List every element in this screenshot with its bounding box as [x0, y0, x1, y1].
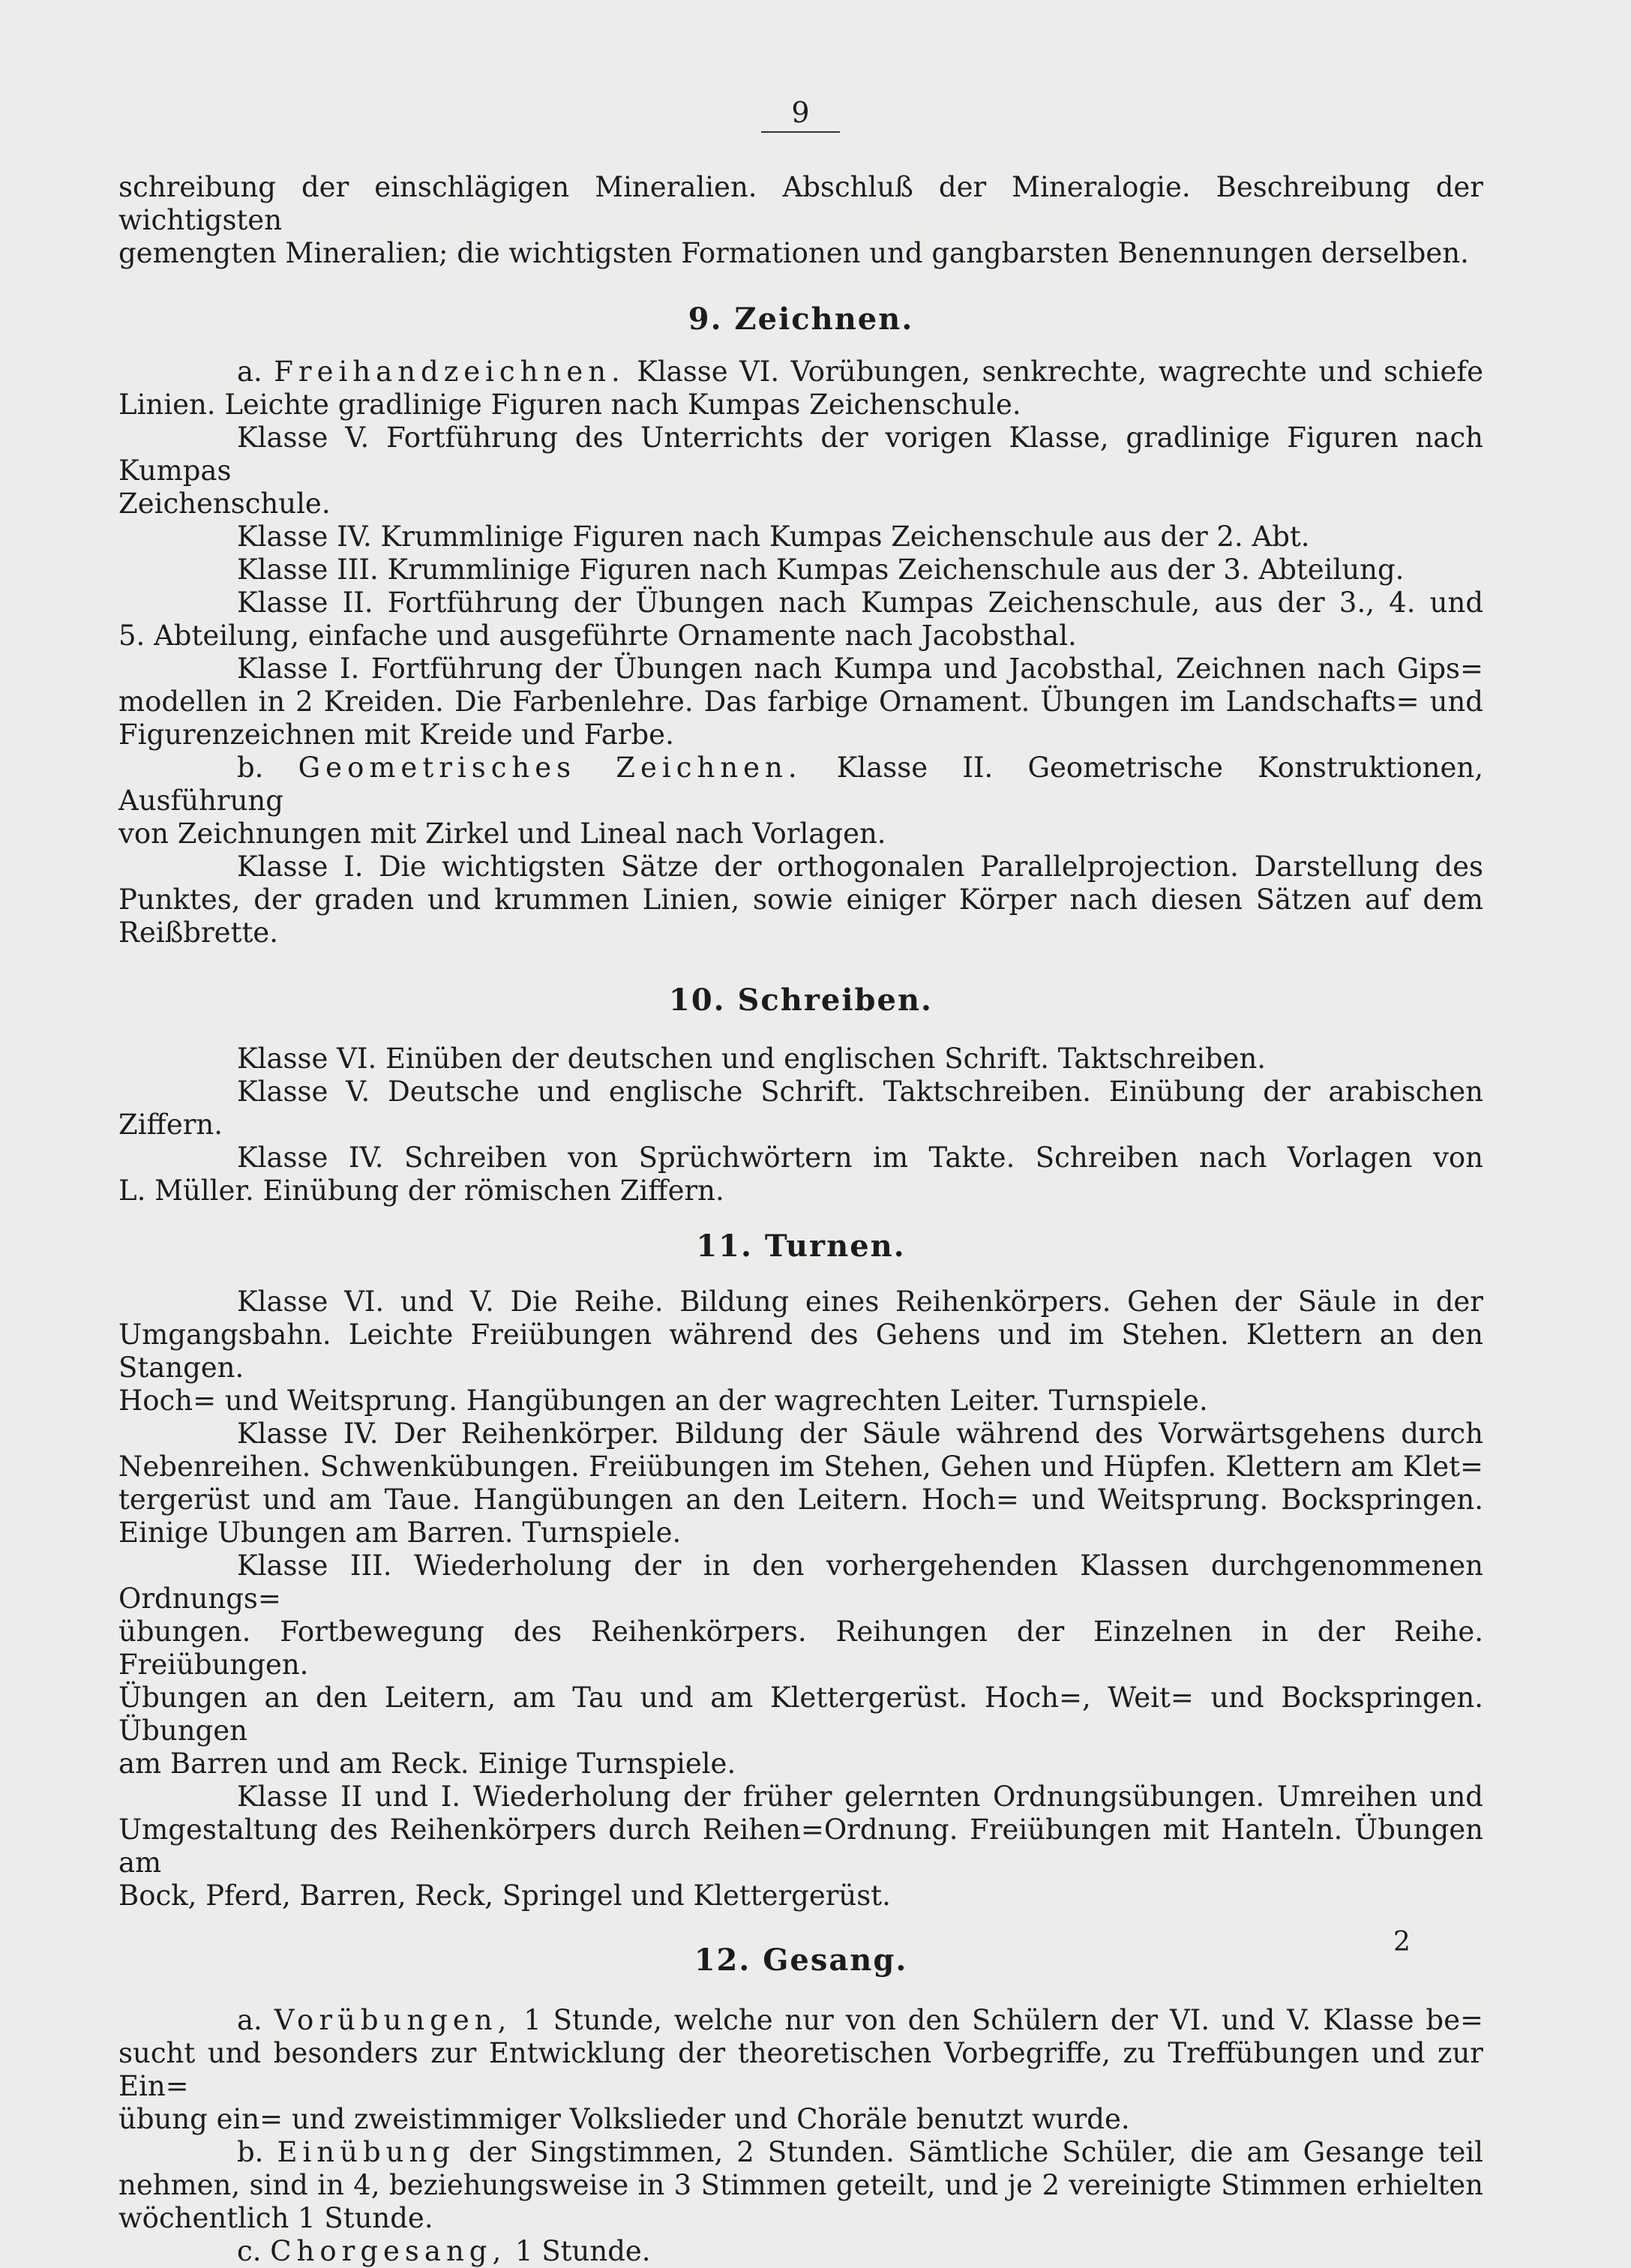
text-line: Einige Ubungen am Barren. Turnspiele. [118, 1516, 682, 1549]
text-line: Klasse V. Fortführung des Unterrichts der vorigen Klasse, gradlinige Figuren nach Kumpas [118, 422, 1483, 487]
text-line: Figurenzeichnen mit Kreide und Farbe. [118, 718, 674, 751]
text-line: übungen. Fortbewegung des Reihenkörpers. Reihungen der Einzelnen in der Reihe. Freiübungen. [118, 1616, 1483, 1681]
text-line: von Zeichnungen mit Zirkel und Lineal nach Vorlagen. [118, 818, 886, 850]
text-line: Klasse II und I. Wiederholung der früher gelernten Ordnungsübungen. Umreihen und [237, 1780, 1483, 1813]
item-title: Einübung [277, 2136, 455, 2168]
section-heading-zeichnen: 9. Zeichnen. [688, 302, 914, 337]
text-line: Klasse IV. Der Reihenkörper. Bildung der Säule während des Vorwärtsgehens durch [237, 1418, 1483, 1450]
text-line: Klasse V. Deutsche und englische Schrift. Taktschreiben. Einübung der arabischen Ziffern. [118, 1076, 1483, 1141]
text-fragment: Klasse II. Geometrische Konstruktionen, Ausführung [118, 752, 1484, 817]
text-line: Nebenreihen. Schwenkübungen. Freiübungen im Stehen, Gehen und Hüpfen. Klettern am Klet= [118, 1450, 1483, 1483]
section-heading-gesang: 12. Gesang. [694, 1942, 908, 1978]
text-line: tergerüst und am Taue. Hangübungen an den Leitern. Hoch= und Weitsprung. Bockspringen. [118, 1484, 1483, 1516]
item-marker: a. [237, 356, 262, 388]
text-line: Bock, Pferd, Barren, Reck, Springel und Klettergerüst. [118, 1880, 891, 1912]
text-fragment: 1 Stunde. [506, 2235, 651, 2267]
section-heading-schreiben: 10. Schreiben. [669, 982, 933, 1018]
text-line: L. Müller. Einübung der römischen Ziffern. [118, 1174, 724, 1207]
item-title: Vorübungen, [274, 2004, 512, 2036]
item-marker: c. [237, 2235, 262, 2267]
text-line: Zeichenschule. [118, 488, 331, 520]
text-line: wöchentlich 1 Stunde. [118, 2202, 433, 2234]
text-line: Klasse III. Krummlinige Figuren nach Kumpas Zeichenschule aus der 3. Abteilung. [237, 554, 1405, 586]
section-heading-turnen: 11. Turnen. [696, 1228, 906, 1264]
text-line: schreibung der einschlägigen Mineralien. Abschluß der Mineralogie. Beschreibung der wichtigsten [118, 171, 1483, 236]
text-fragment: 1 Stunde, welche nur von den Schülern der VI. und V. Klasse be= [511, 2004, 1483, 2036]
text-line: Umgangsbahn. Leichte Freiübungen während des Gehens und im Stehen. Klettern an den Stangen. [118, 1318, 1483, 1384]
text-line: Klasse II. Fortführung der Übungen nach Kumpas Zeichenschule, aus der 3., 4. und [237, 586, 1483, 619]
text-line: gemengten Mineralien; die wichtigsten Formationen und gangbarsten Benennungen derselben. [118, 237, 1469, 269]
text-line [118, 2235, 1483, 2268]
text-line: Hoch= und Weitsprung. Hangübungen an der wagrechten Leiter. Turnspiele. [118, 1384, 1208, 1417]
text-line [118, 752, 1483, 818]
text-line: am Barren und am Reck. Einige Turnspiele. [118, 1748, 736, 1780]
text-line: Übungen an den Leitern, am Tau und am Klettergerüst. Hoch=, Weit= und Bockspringen. Übungen [118, 1682, 1483, 1747]
text-line [118, 2136, 1483, 2169]
text-line: Umgestaltung des Reihenkörpers durch Reihen=Ordnung. Freiübungen mit Hanteln. Übungen am [118, 1814, 1483, 1879]
text-line: Klasse I. Die wichtigsten Sätze der orthogonalen Parallelprojection. Darstellung des [237, 850, 1483, 883]
item-marker: a. [237, 2004, 262, 2036]
text-line: modellen in 2 Kreiden. Die Farbenlehre. Das farbige Ornament. Übungen im Landschafts= und [118, 686, 1483, 718]
page-number-rule [761, 131, 840, 133]
text-line: übung ein= und zweistimmiger Volkslieder und Choräle benutzt wurde. [118, 2103, 1130, 2135]
text-line: Klasse IV. Schreiben von Sprüchwörtern im Takte. Schreiben nach Vorlagen von [237, 1142, 1483, 1174]
text-line: Klasse III. Wiederholung der in den vorhergehenden Klassen durchgenommenen Ordnungs= [118, 1550, 1483, 1615]
item-marker: b. [237, 752, 264, 784]
text-line: Klasse IV. Krummlinige Figuren nach Kumpas Zeichenschule aus der 2. Abt. [237, 520, 1310, 553]
text-line [118, 356, 1483, 388]
text-line: Punktes, der graden und krummen Linien, sowie einiger Körper nach diesen Sätzen auf dem Reißbrette. [118, 884, 1483, 949]
text-line [118, 2004, 1483, 2037]
item-marker: b. [237, 2136, 264, 2168]
page-number: 9 [791, 96, 810, 129]
item-title: Freihandzeichnen. [274, 356, 625, 388]
text-line: Linien. Leichte gradlinige Figuren nach Kumpas Zeichenschule. [118, 388, 1021, 421]
item-title: Chorgesang, [270, 2235, 507, 2267]
text-line: Klasse VI. Einüben der deutschen und englischen Schrift. Taktschreiben. [237, 1042, 1267, 1075]
text-line: Klasse I. Fortführung der Übungen nach Kumpa und Jacobsthal, Zeichnen nach Gips= [237, 652, 1483, 685]
text-line: sucht und besonders zur Entwicklung der theoretischen Vorbegriffe, zu Treffübungen und zur Ein= [118, 2037, 1483, 2102]
signature-mark: 2 [1393, 1927, 1411, 1958]
text-line: 5. Abteilung, einfache und ausgeführte Ornamente nach Jacobsthal. [118, 620, 1077, 652]
text-line: nehmen, sind in 4, beziehungsweise in 3 Stimmen geteilt, und je 2 vereinigte Stimmen erhielten [118, 2169, 1483, 2201]
item-title: Geometrisches Zeichnen. [298, 752, 802, 784]
text-line: Klasse VI. und V. Die Reihe. Bildung eines Reihenkörpers. Gehen der Säule in der [237, 1286, 1483, 1318]
text-fragment: der Singstimmen, 2 Stunden. Sämtliche Schüler, die am Gesange teil [454, 2136, 1484, 2168]
page-body [118, 171, 1483, 2268]
text-fragment: Klasse VI. Vorübungen, senkrechte, wagrechte und schiefe [625, 356, 1483, 388]
